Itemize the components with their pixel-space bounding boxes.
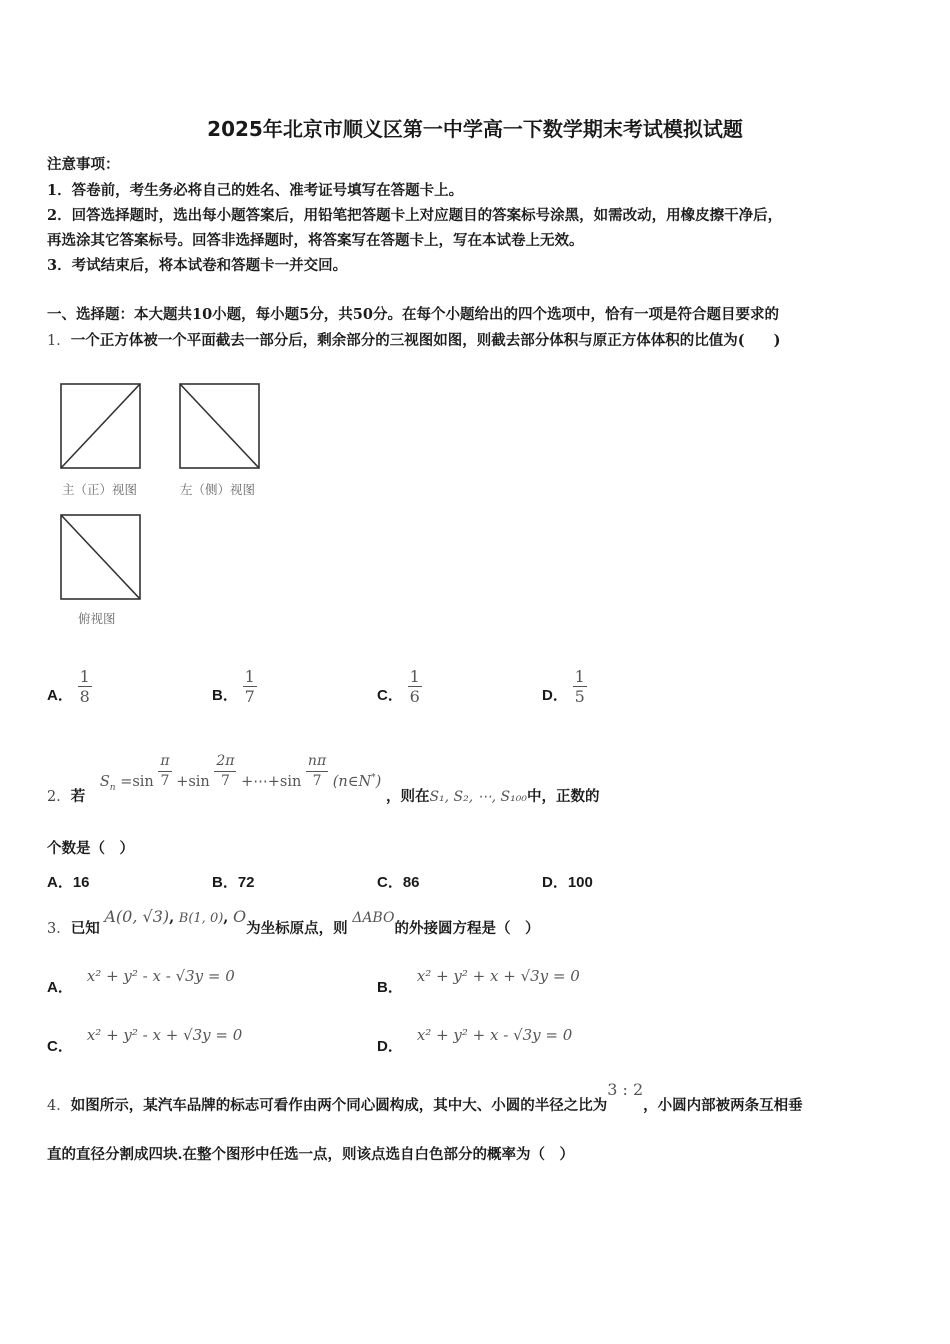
option-equation: x² + y² + x + √3y = 0: [416, 967, 580, 985]
formula-lhs: [99, 773, 116, 793]
front-view-figure: [58, 381, 144, 471]
notice-line-4: 3．考试结束后，将本试卷和答题卡一并交回。: [47, 257, 348, 274]
notice-line-2: 2．回答选择题时，选出每小题答案后，用铅笔把答题卡上对应题目的答案标号涂黑，如需改动，用橡皮擦干净后，: [47, 207, 783, 224]
q2-option-d[interactable]: [542, 871, 593, 892]
option-label: C．: [47, 1038, 73, 1055]
option-label: B．: [212, 686, 238, 704]
radius-ratio: 3 : 2: [607, 1080, 644, 1099]
question-2: [47, 752, 600, 805]
point-o: O: [232, 907, 247, 926]
section-heading: 一、选择题：本大题共10小题，每小题5分，共50分。在每个小题给出的四个选项中，恰有一项是符合题目要求的: [47, 306, 779, 323]
option-label: D．: [542, 874, 568, 891]
question-number: 3．: [47, 921, 71, 937]
q3-option-a[interactable]: [47, 965, 235, 996]
question-4: [47, 1079, 803, 1114]
question-number: 4．: [47, 1098, 71, 1114]
q2-option-b[interactable]: [212, 871, 255, 892]
question-prefix: 若: [70, 787, 86, 805]
option-value: 72: [237, 874, 255, 891]
top-view-diagonal: [61, 515, 140, 599]
q1-option-c[interactable]: [377, 667, 422, 706]
lhs-subscript: n: [109, 782, 116, 793]
question-post: 中，正数的: [527, 787, 600, 805]
page-title: 2025年北京市顺义区第一中学高一下数学期末考试模拟试题: [207, 117, 743, 141]
question-number: 2．: [47, 788, 71, 805]
question-prefix: 已知: [70, 920, 100, 937]
side-view-caption: 左（侧）视图: [180, 482, 256, 497]
question-post: ，小圆内部被两条互相垂: [643, 1097, 803, 1114]
question-mid: 为坐标原点，则: [246, 920, 348, 937]
fraction-1: [158, 752, 171, 791]
question-text: 如图所示，某汽车品牌的标志可看作由两个同心圆构成，其中大、小圆的半径之比为: [70, 1097, 608, 1114]
lhs-symbol: S: [99, 773, 110, 790]
option-label: D．: [542, 686, 568, 704]
numerator: 1: [574, 667, 585, 686]
q3-option-d[interactable]: [377, 1024, 573, 1055]
top-view-figure: [58, 512, 144, 602]
point-a: A(0, √3): [104, 907, 170, 926]
option-label: A．: [47, 979, 73, 996]
side-view-figure: [177, 381, 263, 471]
option-equation: x² + y² - x - √3y = 0: [86, 967, 235, 985]
q1-option-b[interactable]: [212, 667, 257, 706]
point-b: B(1, 0): [178, 911, 224, 926]
condition-end: ): [375, 773, 382, 790]
q3-option-b[interactable]: [377, 965, 580, 996]
numerator: π: [158, 752, 171, 772]
question-text: 一个正方体被一个平面截去一部分后，剩余部分的三视图如图，则截去部分体积与原正方体体积的比值为( ): [70, 332, 781, 349]
question-3: 3．已知 A(0, √3), B(1, 0), O为坐标原点，则 ΔABO的外接圆方程是（ ）: [47, 907, 540, 937]
option-value: 86: [402, 874, 420, 891]
option-label: C．: [377, 874, 403, 891]
denominator: 5: [574, 687, 585, 706]
fraction-2: [214, 752, 236, 791]
sequence: S₁, S₂, ⋯, S₁₀₀: [429, 788, 527, 805]
fraction: [573, 667, 587, 706]
q2-option-a[interactable]: [47, 871, 90, 892]
notice-line-1: 1．答卷前，考生务必将自己的姓名、准考证号填写在答题卡上。: [47, 182, 464, 199]
option-value: 100: [567, 874, 593, 891]
triangle: ΔABO: [352, 910, 395, 926]
numerator: nπ: [306, 752, 328, 772]
q1-option-a[interactable]: [47, 667, 92, 706]
question-4-line-2: 直的直径分割成四块.在整个图形中任选一点，则该点选自白色部分的概率为（ ）: [47, 1146, 575, 1163]
option-label: B．: [212, 874, 238, 891]
formula-eq: =sin: [120, 773, 154, 790]
numerator: 2π: [214, 752, 236, 772]
formula-condition: [333, 774, 382, 790]
question-mid: ，则在: [385, 787, 430, 805]
option-value: 16: [72, 874, 90, 891]
option-label: A．: [47, 686, 73, 704]
formula-plus-1: +sin: [176, 773, 210, 790]
condition-sup: *: [371, 772, 376, 783]
notice-line-3: 再选涂其它答案标号。回答非选择题时，将答案写在答题卡上，写在本试卷上无效。: [47, 232, 584, 249]
fraction: [243, 667, 257, 706]
option-label: B．: [377, 979, 403, 996]
fraction-3: [306, 752, 328, 791]
numerator: 1: [409, 667, 420, 686]
option-label: D．: [377, 1038, 403, 1055]
front-view-diagonal: [61, 384, 140, 468]
option-label: C．: [377, 686, 403, 704]
option-equation: x² + y² + x - √3y = 0: [416, 1026, 573, 1044]
notice-heading: 注意事项：: [47, 156, 120, 173]
formula-plus-2: +⋯+sin: [241, 773, 302, 790]
denominator: 7: [244, 687, 255, 706]
top-view-caption: 俯视图: [78, 611, 116, 626]
denominator: 6: [409, 687, 420, 706]
question-2-line-2: 个数是（ ）: [47, 840, 134, 857]
q3-option-c[interactable]: [47, 1024, 243, 1055]
condition-text: (n∈N: [332, 773, 372, 790]
numerator: 1: [244, 667, 255, 686]
question-1: [47, 329, 780, 350]
side-view-diagonal: [180, 384, 259, 468]
option-equation: x² + y² - x + √3y = 0: [86, 1026, 243, 1044]
option-label: A．: [47, 874, 73, 891]
fraction: [408, 667, 422, 706]
numerator: 1: [79, 667, 90, 686]
denominator: 7: [160, 773, 170, 789]
denominator: 7: [220, 773, 230, 789]
q2-option-c[interactable]: [377, 871, 420, 892]
question-post: 的外接圆方程是（ ）: [394, 920, 540, 937]
q1-option-d[interactable]: [542, 667, 587, 706]
fraction: [78, 667, 92, 706]
front-view-caption: 主（正）视图: [62, 482, 138, 497]
denominator: 8: [79, 687, 90, 706]
question-number: 1．: [47, 333, 71, 349]
denominator: 7: [312, 773, 322, 789]
